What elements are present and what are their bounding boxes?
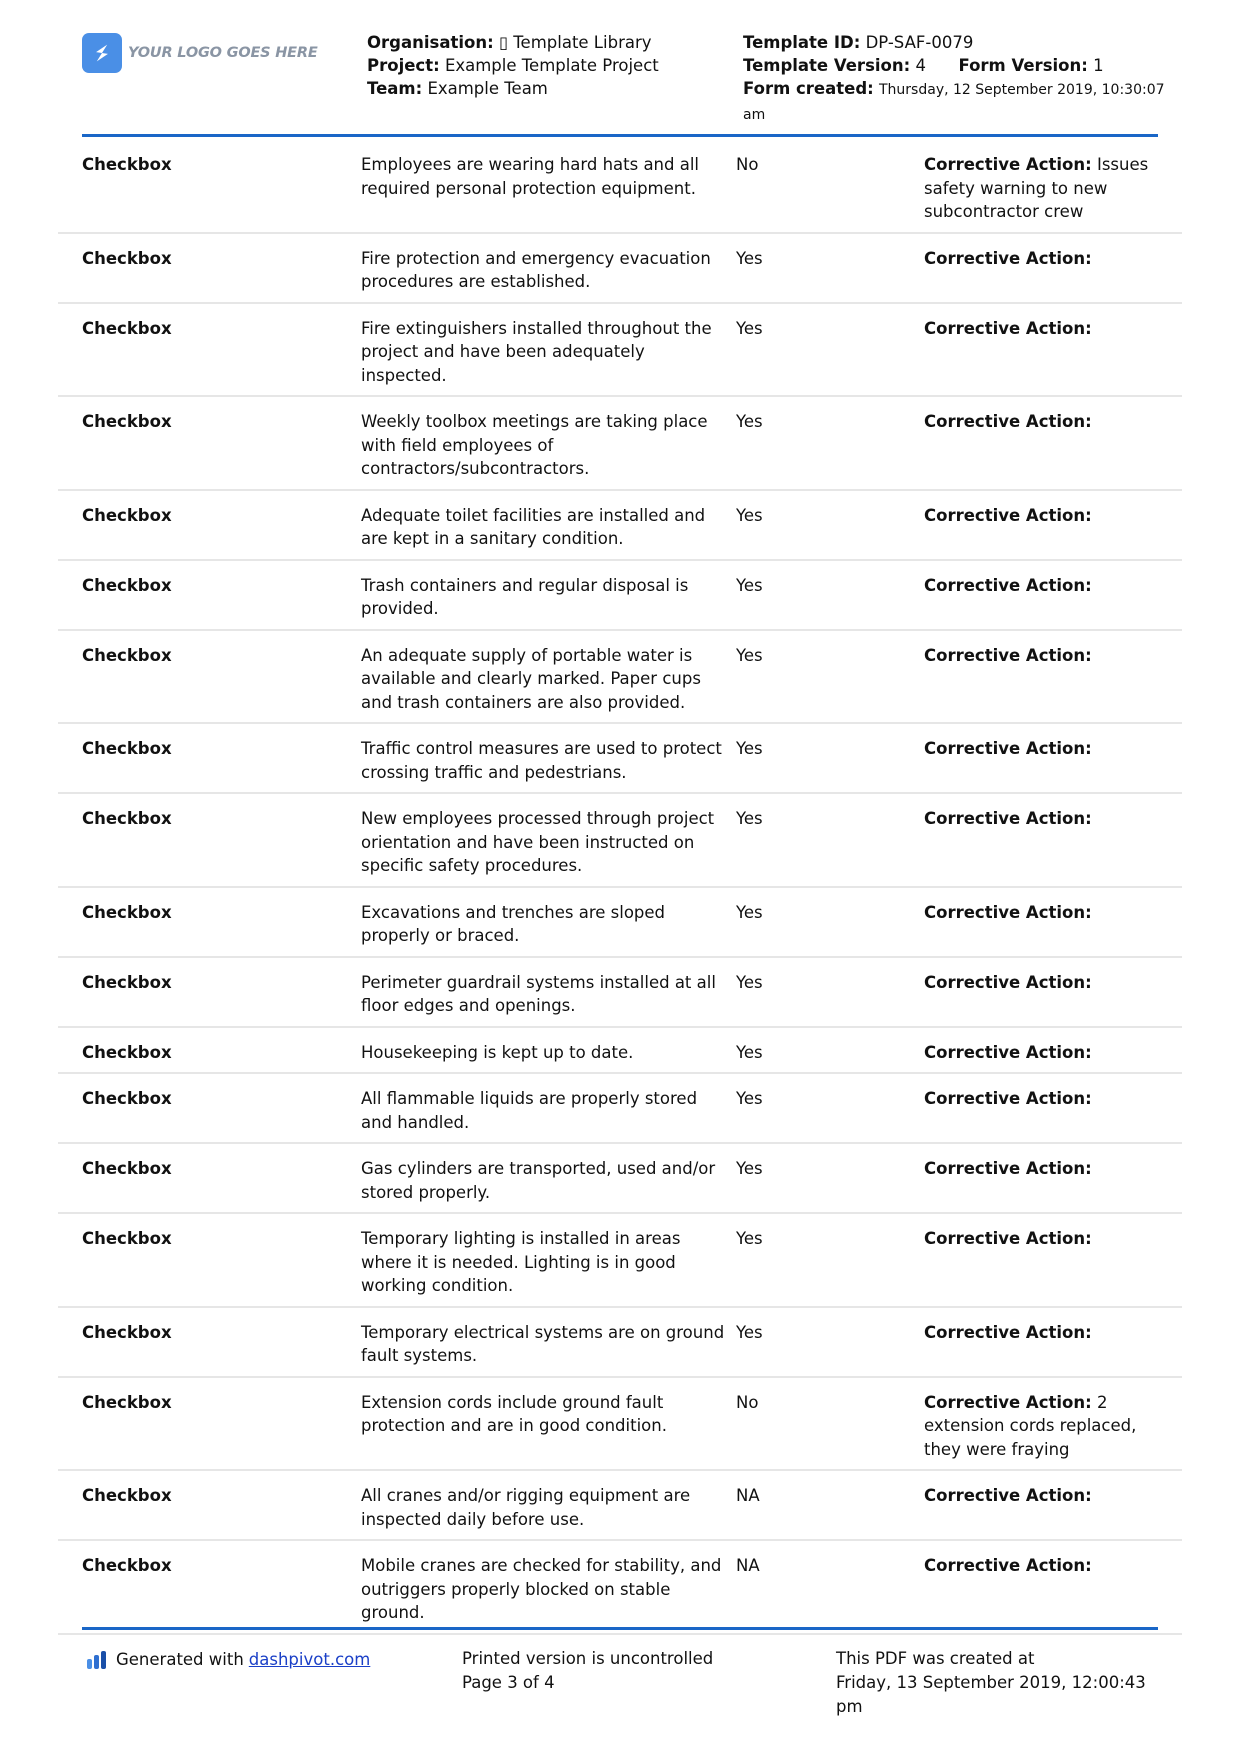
template-id-value: DP-SAF-0079 <box>865 33 974 52</box>
logo <box>82 33 318 73</box>
corrective-action-label: Corrective Action: <box>924 809 1092 828</box>
item-type: Checkbox <box>82 1392 172 1412</box>
corrective-action-value: Issues safety warning to new subcontractor crew <box>924 155 1149 221</box>
item-answer: Yes <box>736 1322 763 1342</box>
project-value: Example Template Project <box>444 56 659 75</box>
item-answer: Yes <box>736 1159 763 1178</box>
corrective-action <box>924 1041 1154 1065</box>
corrective-action-label: Corrective Action: <box>924 1556 1092 1575</box>
table-row <box>58 794 1182 888</box>
dashpivot-link[interactable]: dashpivot.com <box>248 1650 371 1669</box>
corrective-action-label: Corrective Action: <box>924 575 1092 595</box>
item-description: Traffic control measures are used to protect crossing traffic and pedestrians. <box>361 739 722 782</box>
uncontrolled-note: Printed version is uncontrolled <box>462 1649 714 1668</box>
table-row <box>58 1214 1182 1308</box>
item-type: Checkbox <box>82 1322 172 1342</box>
table-row <box>58 1028 1182 1075</box>
table-row <box>58 1144 1182 1214</box>
corrective-action-label: Corrective Action: <box>924 248 1092 268</box>
pdf-created-value: Friday, 13 September 2019, 12:00:43 pm <box>836 1673 1146 1716</box>
item-description: Adequate toilet facilities are installed and are kept in a sanitary condition. <box>361 505 706 548</box>
item-type: Checkbox <box>82 575 172 595</box>
item-answer: Yes <box>736 902 763 922</box>
corrective-action <box>924 247 1154 294</box>
corrective-action-label: Corrective Action: <box>924 505 1092 525</box>
corrective-action-label: Corrective Action: <box>924 739 1092 758</box>
corrective-action <box>924 574 1154 621</box>
page-footer <box>82 1627 1158 1716</box>
corrective-action <box>924 317 1154 388</box>
corrective-action <box>924 1321 1154 1368</box>
item-answer: Yes <box>736 1229 763 1248</box>
item-answer: Yes <box>736 809 763 828</box>
item-description: New employees processed through project orientation and have been instructed on specific safety procedures. <box>361 809 715 875</box>
corrective-action <box>924 1391 1154 1462</box>
item-description: Trash containers and regular disposal is provided. <box>361 575 689 618</box>
generated-with <box>86 1650 370 1669</box>
item-answer: Yes <box>736 1042 763 1062</box>
item-description: Extension cords include ground fault protection and are in good condition. <box>361 1392 667 1435</box>
checklist-table <box>58 140 1182 1635</box>
item-description: Fire protection and emergency evacuation procedures are established. <box>361 248 711 291</box>
template-id-label: Template ID: <box>743 33 861 52</box>
print-info <box>462 1647 713 1695</box>
item-description: Mobile cranes are checked for stability, and outriggers properly blocked on stable ground. <box>361 1556 722 1622</box>
item-description: Temporary lighting is installed in areas where it is needed. Lighting is in good working condition. <box>361 1229 681 1295</box>
pdf-created-info <box>836 1647 1156 1719</box>
corrective-action-label: Corrective Action: <box>924 155 1092 174</box>
item-description: Temporary electrical systems are on ground fault systems. <box>361 1322 725 1365</box>
logo-text: YOUR LOGO GOES HERE <box>128 45 318 61</box>
item-answer: Yes <box>736 739 763 758</box>
item-type: Checkbox <box>82 809 172 828</box>
corrective-action <box>924 1087 1154 1134</box>
table-row <box>58 1074 1182 1144</box>
page-header <box>82 0 1165 137</box>
item-description: An adequate supply of portable water is available and clearly marked. Paper cups and trash containers are also provided. <box>361 645 701 712</box>
corrective-action-label: Corrective Action: <box>924 972 1092 992</box>
organisation-value: ▯ Template Library <box>498 33 652 52</box>
item-answer: Yes <box>736 248 763 268</box>
item-answer: Yes <box>736 575 763 595</box>
corrective-action-label: Corrective Action: <box>924 1322 1092 1342</box>
pdf-created-label: This PDF was created at <box>836 1649 1035 1668</box>
item-description: All flammable liquids are properly stored and handled. <box>361 1089 698 1132</box>
team-label: Team: <box>367 79 423 98</box>
page-number: Page 3 of 4 <box>462 1673 555 1692</box>
corrective-action <box>924 504 1154 551</box>
table-row <box>58 724 1182 794</box>
table-row <box>58 888 1182 958</box>
item-description: Gas cylinders are transported, used and/or stored properly. <box>361 1159 716 1202</box>
template-info <box>743 31 1183 127</box>
item-description: Perimeter guardrail systems installed at all floor edges and openings. <box>361 972 716 1015</box>
project-label: Project: <box>367 56 440 75</box>
corrective-action-label: Corrective Action: <box>924 645 1092 665</box>
item-answer: Yes <box>736 1089 763 1108</box>
corrective-action <box>924 807 1154 878</box>
corrective-action <box>924 971 1154 1018</box>
item-answer: Yes <box>736 412 763 431</box>
item-type: Checkbox <box>82 505 172 525</box>
item-type: Checkbox <box>82 318 172 338</box>
table-row <box>58 234 1182 304</box>
item-type: Checkbox <box>82 1229 172 1248</box>
item-type: Checkbox <box>82 972 172 992</box>
corrective-action <box>924 901 1154 948</box>
corrective-action-value: 2 extension cords replaced, they were fraying <box>924 1392 1137 1459</box>
table-row <box>58 1308 1182 1378</box>
corrective-action <box>924 1227 1154 1298</box>
corrective-action-label: Corrective Action: <box>924 1392 1092 1412</box>
corrective-action-label: Corrective Action: <box>924 412 1092 431</box>
table-row <box>58 1378 1182 1472</box>
item-type: Checkbox <box>82 1486 172 1505</box>
form-created-value: Thursday, 12 September 2019, 10:30:07 am <box>743 82 1165 123</box>
table-row <box>58 631 1182 725</box>
item-description: All cranes and/or rigging equipment are inspected daily before use. <box>361 1486 691 1529</box>
item-description: Housekeeping is kept up to date. <box>361 1042 634 1062</box>
item-type: Checkbox <box>82 1089 172 1108</box>
table-row <box>58 561 1182 631</box>
template-version-label: Template Version: <box>743 56 911 75</box>
item-answer: NA <box>736 1486 760 1505</box>
corrective-action-label: Corrective Action: <box>924 1089 1092 1108</box>
item-description: Fire extinguishers installed throughout the project and have been adequately inspected. <box>361 318 712 385</box>
corrective-action <box>924 737 1154 784</box>
item-type: Checkbox <box>82 248 172 268</box>
corrective-action-label: Corrective Action: <box>924 1042 1092 1062</box>
item-type: Checkbox <box>82 1556 172 1575</box>
item-type: Checkbox <box>82 1159 172 1178</box>
item-answer: Yes <box>736 318 763 338</box>
table-row <box>58 958 1182 1028</box>
corrective-action-label: Corrective Action: <box>924 902 1092 922</box>
item-description: Employees are wearing hard hats and all required personal protection equipment. <box>361 155 700 198</box>
generated-text: Generated with <box>116 1650 244 1669</box>
logo-icon <box>82 33 122 73</box>
template-version-value: 4 <box>915 56 926 75</box>
item-type: Checkbox <box>82 902 172 922</box>
team-value: Example Team <box>427 79 548 98</box>
table-row <box>58 1471 1182 1541</box>
item-description: Weekly toolbox meetings are taking place with field employees of contractors/subcontractors. <box>361 412 708 478</box>
corrective-action <box>924 153 1154 224</box>
corrective-action <box>924 1554 1154 1625</box>
organisation-label: Organisation: <box>367 33 494 52</box>
table-row <box>58 397 1182 491</box>
corrective-action-label: Corrective Action: <box>924 1486 1092 1505</box>
item-answer: Yes <box>736 505 763 525</box>
corrective-action <box>924 410 1154 481</box>
form-version-value: 1 <box>1093 56 1104 75</box>
item-type: Checkbox <box>82 739 172 758</box>
table-row <box>58 491 1182 561</box>
corrective-action-label: Corrective Action: <box>924 1229 1092 1248</box>
corrective-action <box>924 1157 1154 1204</box>
organisation-info <box>367 31 659 100</box>
item-answer: NA <box>736 1556 760 1575</box>
form-created-label: Form created: <box>743 79 874 98</box>
table-row <box>58 140 1182 234</box>
item-answer: Yes <box>736 645 763 665</box>
item-answer: No <box>736 1392 759 1412</box>
dashpivot-icon <box>86 1651 110 1669</box>
item-type: Checkbox <box>82 1042 172 1062</box>
corrective-action <box>924 1484 1154 1531</box>
item-type: Checkbox <box>82 155 172 174</box>
item-type: Checkbox <box>82 645 172 665</box>
item-answer: No <box>736 155 759 174</box>
corrective-action-label: Corrective Action: <box>924 1159 1092 1178</box>
form-version-label: Form Version: <box>958 56 1088 75</box>
item-description: Excavations and trenches are sloped properly or braced. <box>361 902 666 945</box>
table-row <box>58 1541 1182 1635</box>
table-row <box>58 304 1182 398</box>
corrective-action-label: Corrective Action: <box>924 318 1092 338</box>
item-type: Checkbox <box>82 412 172 431</box>
corrective-action <box>924 644 1154 715</box>
item-answer: Yes <box>736 972 763 992</box>
